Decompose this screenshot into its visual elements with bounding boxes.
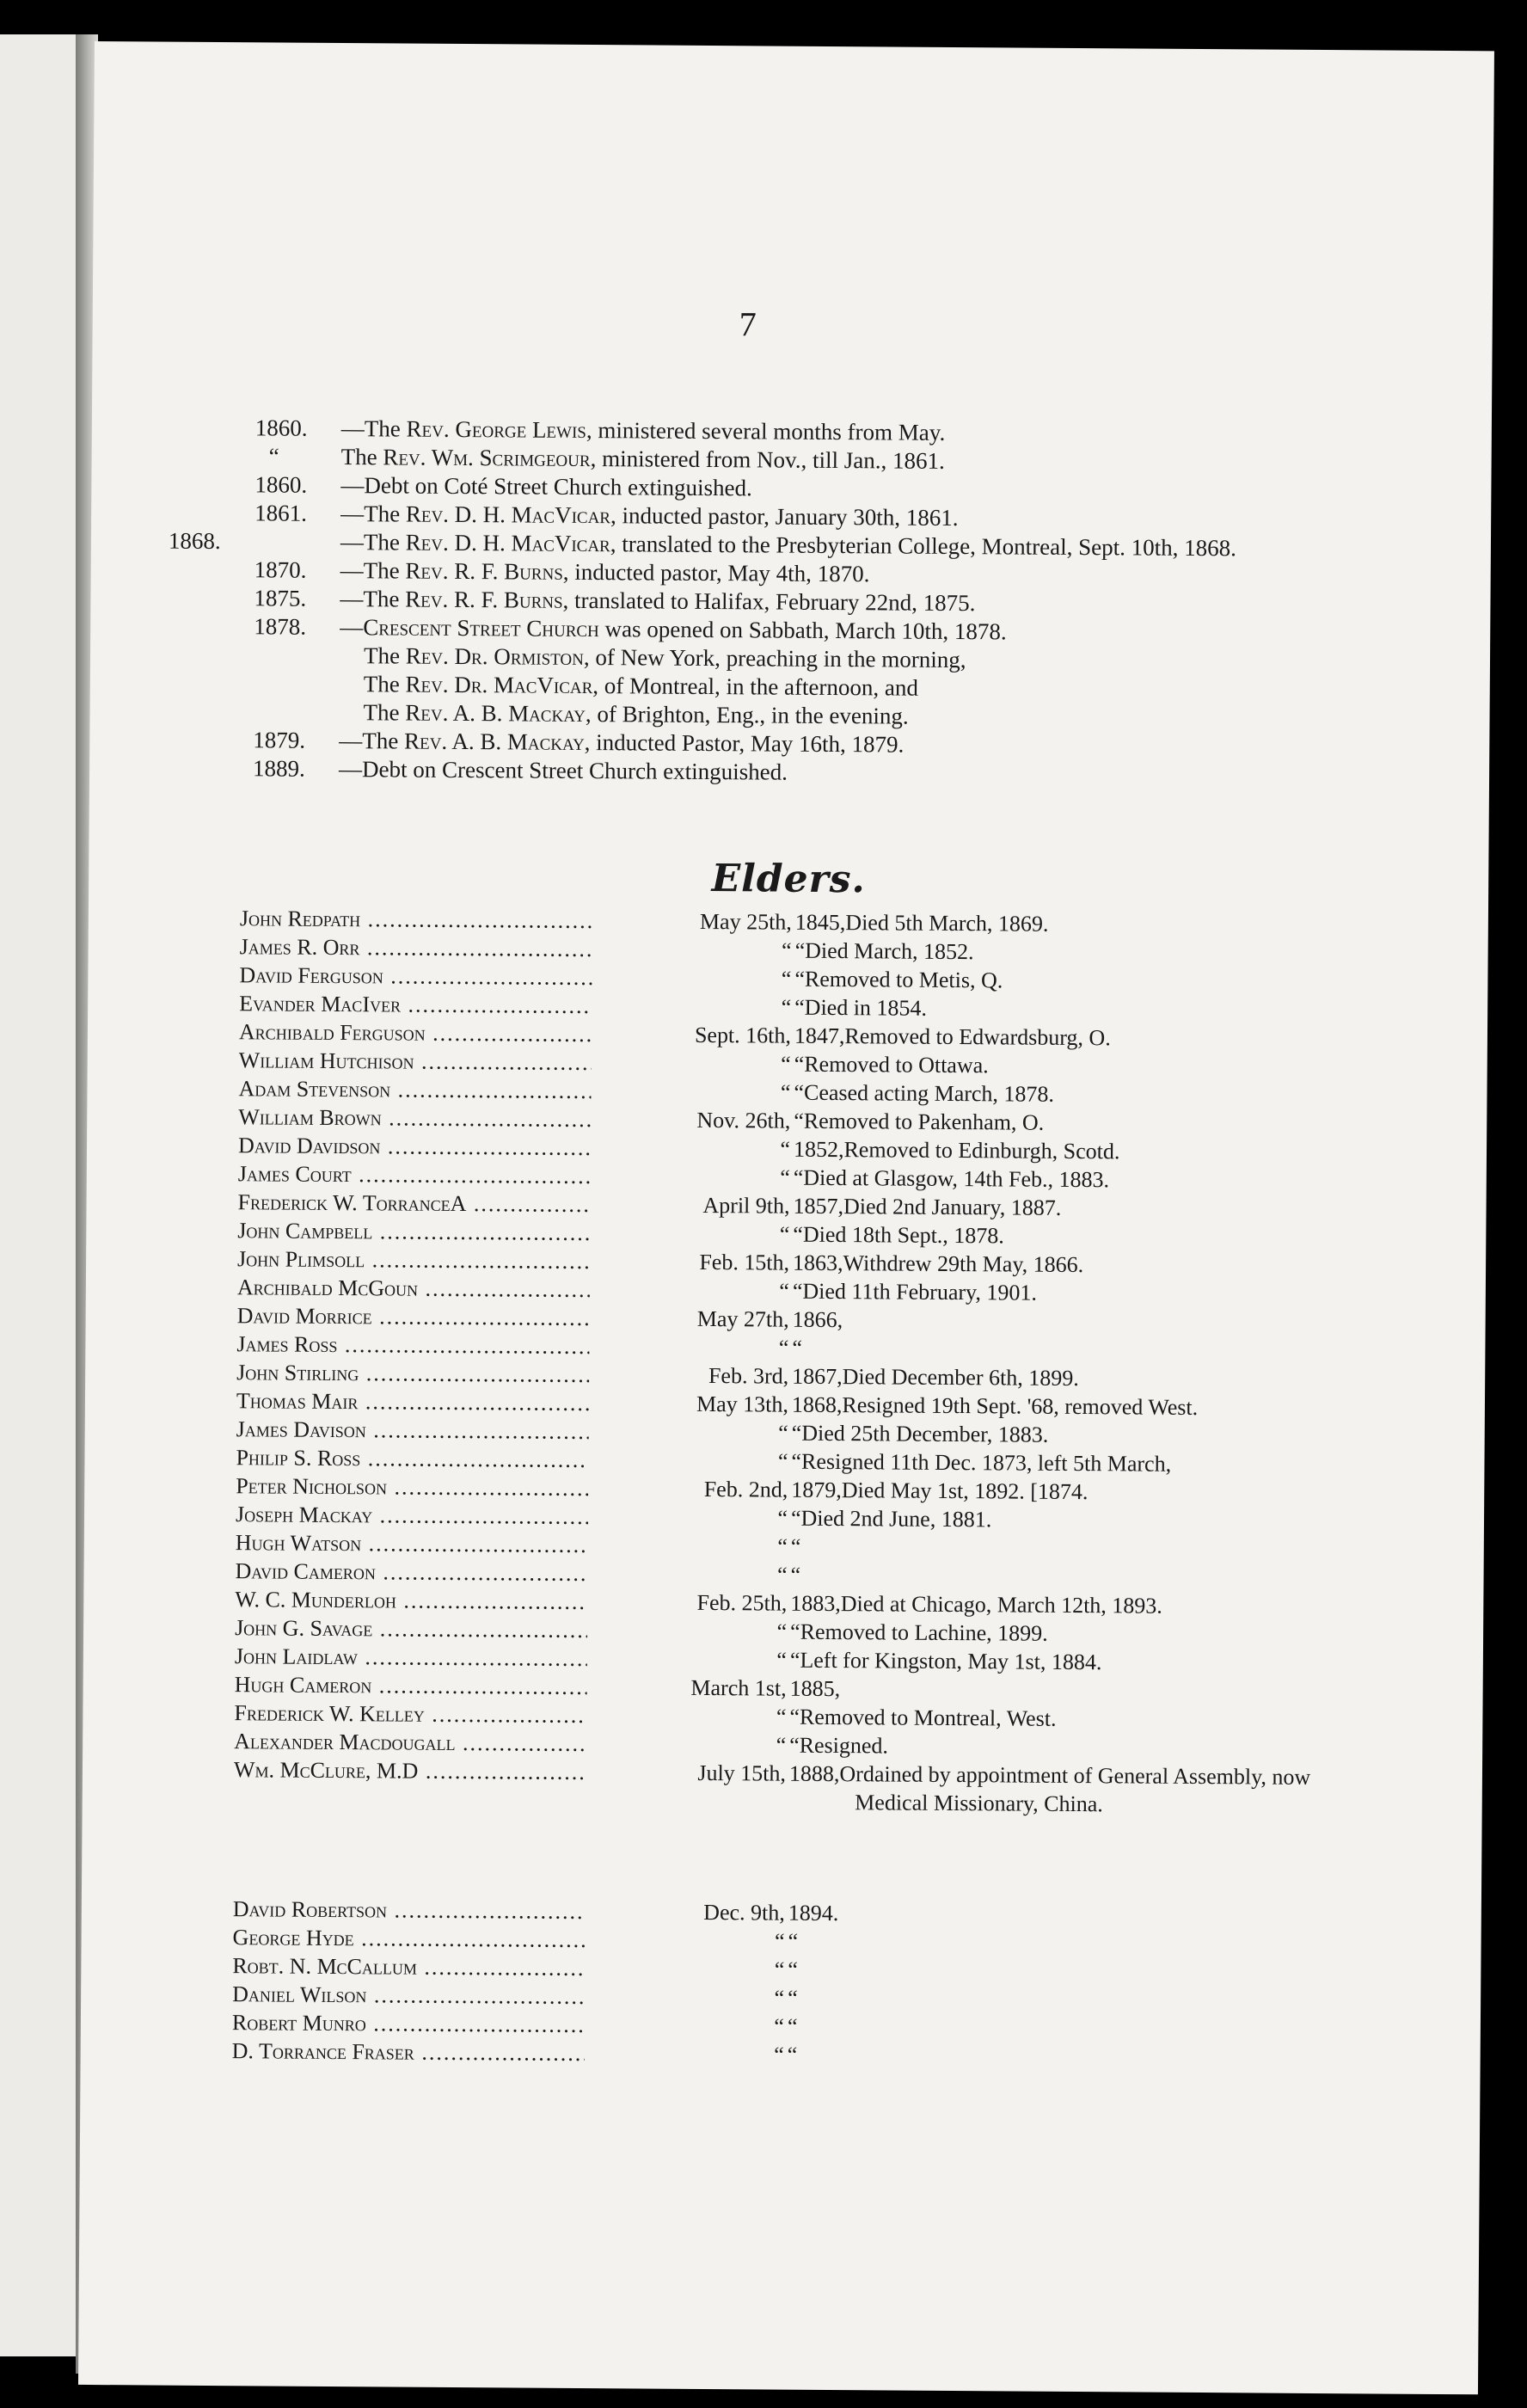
elder-ordination-date: May 27th,: [696, 1305, 789, 1332]
history-text: , of New York, preaching in the morning,: [583, 643, 966, 673]
history-text: Rev. Wm. Scrimgeour: [383, 444, 591, 472]
elder-ordination-year: “: [794, 937, 806, 963]
elder-remark: Ceased acting March, 1878.: [803, 1079, 1055, 1107]
history-text: , ministered from Nov., till Jan., 1861.: [590, 445, 945, 474]
elder-ordination-year: “: [794, 1079, 805, 1105]
elder-ordination-year: “: [791, 1448, 802, 1474]
elder-remark: Removed to Edwardsburg, O.: [844, 1023, 1111, 1051]
elder-ordination-year: “: [790, 1505, 801, 1531]
elder-remark: Removed to Lachine, 1899.: [800, 1619, 1048, 1646]
elder-ordination-date: “: [781, 1051, 791, 1077]
elder-ordination-year: 1852,: [793, 1136, 844, 1163]
history-text: —The: [340, 501, 407, 527]
history-text: Crescent Street Church: [363, 614, 599, 642]
elder-name: James Davison .....: [236, 1415, 589, 1446]
history-text: Rev. A. B. Mackay: [405, 699, 586, 728]
elder-ordination-date: Feb. 25th,: [696, 1589, 788, 1616]
elder-ordination-date: “: [780, 1164, 790, 1190]
elder-remark: Withdrew 29th May, 1866.: [843, 1250, 1084, 1278]
elder-ordination-year: 1894.: [788, 1900, 839, 1926]
history-text: —Debt on Crescent Street Church extinguished.: [338, 756, 788, 785]
elder-remark: Died 25th December, 1883.: [801, 1420, 1049, 1447]
history-text: , inducted Pastor, May 16th, 1879.: [584, 728, 905, 758]
elder-ordination-year: “: [794, 1051, 805, 1077]
elder-ordination-year: “: [793, 1221, 803, 1247]
elder-name: John Stirling .....: [236, 1358, 589, 1389]
elder-ordination-year: “: [789, 1732, 800, 1758]
history-year: 1860.: [254, 415, 308, 441]
elder-ordination-date: Feb. 15th,: [699, 1249, 790, 1275]
elder-name: Hugh Cameron .....: [235, 1670, 587, 1701]
elder-ordination-date: “: [776, 1619, 788, 1644]
elder-ordination-year: “: [788, 1985, 798, 2011]
elder-ordination-year: “: [787, 2042, 798, 2067]
elder-ordination-year: “: [790, 1533, 801, 1559]
elder-name: Adam Stevenson .....: [238, 1074, 591, 1105]
elder-name: William Brown .....: [238, 1103, 591, 1133]
elder-ordination-date: Dec. 9th,: [703, 1899, 785, 1926]
elder-name: James R. Orr .....: [240, 932, 592, 963]
elder-ordination-date: “: [776, 1647, 787, 1673]
elder-name: John Redpath .....: [240, 904, 592, 935]
history-year: 1870.: [254, 556, 307, 583]
elder-name: James Court .....: [238, 1159, 591, 1190]
history-text: The: [363, 671, 406, 697]
elder-ordination-year: “: [792, 1335, 803, 1361]
elders-table-continued: [232, 1895, 1316, 2073]
elder-remark: [840, 1674, 1318, 1706]
church-history-list: [168, 414, 1330, 790]
elder-ordination-date: “: [780, 1079, 791, 1105]
elder-name: Robert Munro .....: [232, 2008, 585, 2039]
elder-ordination-date: “: [781, 994, 792, 1020]
elder-name: David Morrice .....: [237, 1301, 590, 1332]
elder-name: Wm. McClure, M.D .....: [234, 1755, 586, 1815]
elder-ordination-year: 1847,: [794, 1023, 845, 1049]
history-text: , ministered several months from May.: [586, 417, 946, 445]
elder-remark: [798, 1984, 1316, 2016]
elder-remark: Died at Glasgow, 14th Feb., 1883.: [803, 1164, 1110, 1193]
elder-ordination-year: 1888,: [788, 1760, 840, 1787]
elder-name: Hugh Watson .....: [236, 1528, 588, 1559]
elder-ordination-date: “: [776, 1732, 787, 1758]
history-year: 1889.: [252, 755, 305, 782]
elder-name: D. Torrance Fraser .....: [232, 2036, 585, 2067]
elder-ordination-year: “: [794, 966, 806, 992]
elder-name: Evander MacIver .....: [239, 989, 592, 1020]
elder-ordination-year: 1857,: [793, 1193, 844, 1219]
elder-ordination-date: May 25th,: [699, 908, 792, 935]
history-text: The: [363, 699, 406, 726]
elder-ordination-date: July 15th,: [697, 1760, 787, 1786]
elder-ordination-year: 1866,: [792, 1306, 843, 1333]
elder-name: David Ferguson .....: [239, 961, 592, 992]
elder-ordination-date: “: [779, 1278, 789, 1304]
elder-ordination-year: “: [790, 1619, 800, 1644]
elder-remark: Resigned.: [799, 1732, 889, 1759]
history-year: 1879.: [253, 727, 306, 753]
history-text: —The: [340, 557, 406, 584]
history-text: The: [363, 642, 406, 669]
history-text: —Debt on Coté Street Church extinguished.: [340, 472, 752, 501]
elder-ordination-year: 1863,: [793, 1250, 843, 1276]
elder-ordination-year: “: [790, 1562, 801, 1588]
elder-remark: Died 5th March, 1869.: [845, 910, 1049, 937]
elder-name: David Cameron .....: [235, 1557, 587, 1588]
history-text: , translated to Halifax, February 22nd, 1875.: [562, 587, 976, 617]
history-text: —The: [340, 529, 406, 556]
history-text: Rev. R. F. Burns: [405, 557, 563, 585]
history-year: 1878.: [254, 613, 307, 640]
elder-ordination-year: “: [791, 1420, 802, 1446]
elder-ordination-date: May 13th,: [696, 1391, 789, 1417]
elder-ordination-date: “: [776, 1562, 788, 1588]
history-text: Rev. A. B. Mackay: [403, 728, 585, 755]
elder-name: John Laidlaw .....: [235, 1642, 587, 1673]
elder-remark: Removed to Metis, Q.: [804, 966, 1003, 993]
elder-ordination-year: “: [793, 1164, 804, 1190]
elder-ordination-date: March 1st,: [690, 1674, 787, 1701]
elder-ordination-year: 1845,: [794, 909, 846, 936]
elder-name: David Robertson .....: [233, 1895, 586, 1926]
elder-name: Frederick W. Kelley .....: [234, 1698, 586, 1729]
history-text: Rev. George Lewis: [406, 415, 587, 444]
elder-remark: Died 11th February, 1901.: [802, 1278, 1037, 1305]
elder-ordination-year: “: [788, 1956, 799, 1982]
elder-ordination-date: “: [776, 1704, 787, 1729]
elder-remark: Ordained by appointment of General Assembly, now Medical Missionary, China.: [839, 1761, 1311, 1817]
elder-name: Archibald Ferguson .....: [239, 1017, 592, 1048]
history-text: Rev. Dr. Ormiston: [405, 642, 585, 670]
history-year: 1868.: [168, 527, 221, 555]
elder-ordination-year: “: [787, 2013, 798, 2039]
elder-ordination-date: “: [778, 1420, 788, 1446]
history-text: —The: [340, 415, 407, 442]
elder-name: Philip S. Ross .....: [236, 1443, 588, 1474]
elder-name: John Plimsoll .....: [237, 1244, 590, 1275]
elder-ordination-date: “: [777, 1533, 788, 1559]
history-text: , translated to the Presbyterian College, Montreal, Sept. 10th, 1868.: [610, 531, 1237, 562]
elder-name: Joseph Mackay .....: [236, 1500, 588, 1531]
history-text: Rev. Dr. MacVicar: [405, 671, 593, 699]
elder-remark: [800, 1533, 1319, 1564]
elder-ordination-date: “: [781, 966, 792, 992]
elder-remark: Died March, 1852.: [805, 937, 974, 965]
elders-heading: Elders.: [711, 857, 867, 902]
elder-name: Thomas Mair .....: [236, 1386, 589, 1417]
elder-remark: Left for Kingston, May 1st, 1884.: [800, 1647, 1102, 1675]
history-text: , of Brighton, Eng., in the evening.: [585, 701, 909, 729]
elder-remark: [798, 1956, 1316, 1987]
elder-ordination-date: “: [778, 1335, 789, 1361]
history-text: —The: [340, 586, 406, 612]
history-text: Rev. R. F. Burns: [405, 586, 563, 613]
elder-remark: [798, 1927, 1316, 1959]
elder-ordination-date: “: [780, 1136, 791, 1162]
history-text: was opened on Sabbath, March 10th, 1878.: [598, 616, 1007, 645]
elder-remark: [843, 1305, 1321, 1337]
elder-remark: Died at Chicago, March 12th, 1893.: [840, 1591, 1162, 1619]
elder-ordination-date: Feb. 2nd,: [703, 1476, 788, 1502]
facing-page-edge: [0, 34, 76, 2356]
elder-remark: [838, 1899, 1316, 1931]
history-text: Rev. D. H. MacVicar: [405, 501, 611, 529]
history-text: , inducted pastor, May 4th, 1870.: [562, 558, 870, 587]
document-page: [78, 41, 1494, 2394]
history-year: 1875.: [254, 585, 307, 611]
elder-name: William Hutchison .....: [239, 1046, 592, 1077]
elder-name: John Campbell .....: [237, 1216, 590, 1247]
elder-name: John G. Savage .....: [235, 1613, 587, 1644]
elder-remark: Resigned 19th Sept. '68, removed West.: [842, 1392, 1199, 1420]
history-text: The: [340, 444, 383, 470]
elder-ordination-date: Nov. 26th,: [696, 1107, 791, 1133]
elder-ordination-year: 1867,: [792, 1363, 843, 1390]
elder-ordination-date: April 9th,: [702, 1192, 790, 1219]
elder-remark: Died in 1854.: [804, 994, 928, 1021]
history-text: , of Montreal, in the afternoon, and: [592, 673, 919, 701]
elder-remark: Removed to Edinburgh, Scotd.: [843, 1137, 1120, 1164]
elder-remark: Died 18th Sept., 1878.: [802, 1221, 1004, 1249]
elder-ordination-year: “: [788, 1928, 799, 1954]
page-number: 7: [739, 304, 757, 344]
elder-ordination-date: Feb. 3rd,: [708, 1363, 789, 1389]
history-text: Rev. D. H. MacVicar: [405, 529, 610, 557]
elder-remark: Died 2nd June, 1881.: [800, 1505, 992, 1533]
elder-name: Frederick W. TorranceA .....: [237, 1188, 590, 1219]
history-text: —: [340, 614, 364, 641]
elder-ordination-date: “: [774, 1985, 785, 2011]
elder-ordination-date: “: [781, 937, 792, 963]
elder-name: Archibald McGoun .....: [237, 1273, 590, 1304]
history-year: “: [268, 443, 279, 470]
elder-ordination-date: “: [777, 1505, 788, 1531]
elder-ordination-year: 1879,: [791, 1477, 842, 1503]
elder-ordination-date: “: [779, 1221, 790, 1247]
elder-ordination-date: “: [777, 1448, 788, 1474]
elder-row: [234, 1755, 1317, 1820]
elder-remark: Died December 6th, 1899.: [842, 1364, 1079, 1391]
elder-name: James Ross .....: [236, 1330, 589, 1361]
elder-remark: Removed to Pakenham, O.: [803, 1108, 1045, 1135]
elder-remark: [800, 1561, 1319, 1593]
elder-name: W. C. Munderloh .....: [235, 1585, 587, 1616]
elder-ordination-date: “: [774, 1928, 785, 1954]
elder-remark: [797, 2041, 1315, 2073]
elder-ordination-year: “: [792, 1278, 803, 1304]
elder-ordination-year: “: [789, 1704, 800, 1729]
elder-remark: Removed to Montreal, West.: [799, 1704, 1057, 1731]
elder-ordination-year: 1868,: [791, 1391, 843, 1418]
elder-ordination-year: “: [794, 994, 805, 1020]
history-text: —The: [339, 728, 405, 754]
elder-ordination-year: “: [794, 1108, 804, 1133]
elder-ordination-date: “: [774, 2042, 784, 2067]
elder-ordination-date: “: [774, 2013, 785, 2039]
elder-name: Robt. N. McCallum .....: [232, 1951, 585, 1982]
elder-ordination-date: “: [774, 1956, 785, 1982]
elder-remark: Died 2nd January, 1887.: [843, 1194, 1062, 1220]
elder-remark: [797, 2012, 1315, 2044]
elder-ordination-year: 1883,: [790, 1590, 841, 1617]
history-year: 1861.: [254, 500, 308, 526]
history-text: , inducted pastor, January 30th, 1861.: [610, 502, 959, 531]
elders-table: [234, 904, 1323, 1820]
elder-name: Alexander Macdougall .....: [234, 1727, 586, 1758]
elder-remark: Died May 1st, 1892. [1874.: [841, 1477, 1089, 1505]
elder-ordination-year: “: [789, 1647, 800, 1673]
elder-ordination-date: Sept. 16th,: [694, 1022, 792, 1048]
elder-ordination-year: 1885,: [789, 1675, 841, 1702]
elder-remark: [802, 1334, 1321, 1366]
elder-remark: Removed to Ottawa.: [804, 1051, 989, 1078]
elder-name: Daniel Wilson .....: [232, 1980, 585, 2011]
elder-name: George Hyde .....: [232, 1923, 585, 1954]
elder-name: David Davidson .....: [238, 1131, 591, 1162]
elder-remark: Resigned 11th Dec. 1873, left 5th March,: [800, 1448, 1172, 1477]
history-year: 1860.: [254, 471, 308, 498]
elder-name: Peter Nicholson .....: [236, 1471, 588, 1502]
